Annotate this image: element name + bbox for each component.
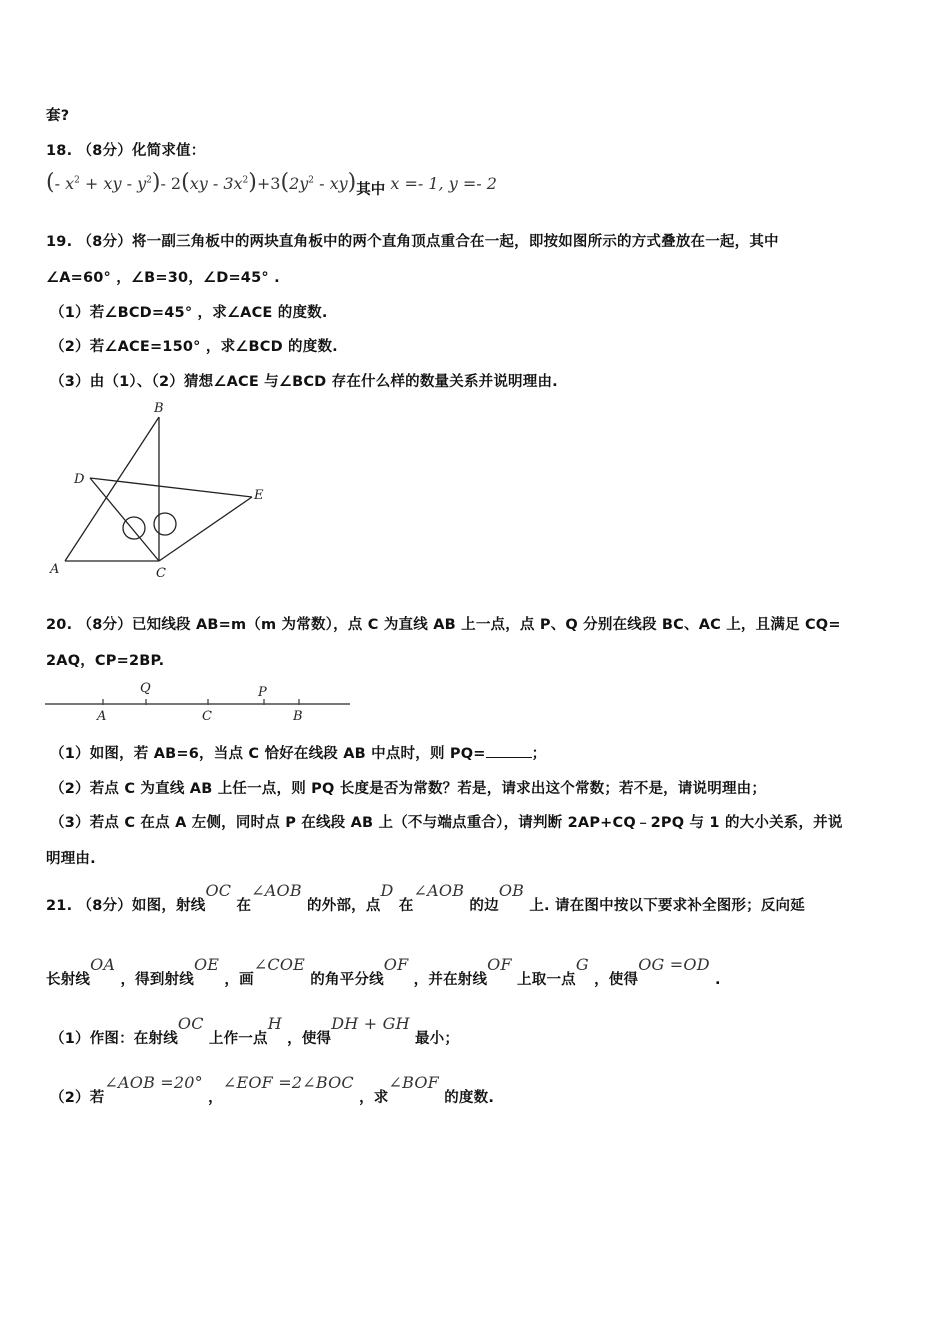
formula-term: + xy - y — [79, 174, 147, 193]
text: ，画 — [224, 972, 254, 988]
text: 上取一点 — [517, 972, 576, 988]
label-a: A — [97, 709, 107, 724]
text: （2）若 — [50, 1090, 105, 1106]
math-angle-aob: ∠AOB — [251, 881, 302, 900]
math-ob: OB — [498, 881, 525, 900]
label-b: B — [154, 401, 164, 416]
text: ，并在射线 — [413, 972, 488, 988]
text: ，得到射线 — [120, 972, 194, 988]
text: ，使得 — [594, 972, 639, 988]
q20-sub1-text: （1）如图，若 AB=6，当点 C 恰好在线段 AB 中点时，则 PQ= — [50, 746, 486, 762]
text: 的角平分线 — [310, 972, 384, 988]
formula-exp: 2 — [146, 175, 152, 186]
text: . — [715, 972, 721, 988]
math-oc: OC — [177, 1014, 204, 1033]
q20-line1: 20. （8分）已知线段 AB=m（m 为常数），点 C 为直线 AB 上一点，点 P、Q 分别在线段 BC、AC 上，且满足 CQ= — [46, 617, 841, 633]
q19-sub1: （1）若∠BCD=45° ，求∠ACE 的度数. — [50, 305, 328, 321]
math-angle-bof: ∠BOF — [388, 1073, 439, 1092]
q19-line2: ∠A=60° ，∠B=30，∠D=45° . — [46, 270, 280, 286]
q20-sub1-end: ； — [531, 746, 547, 762]
q20-line2: 2AQ，CP=2BP. — [46, 653, 165, 669]
text: 21. （8分）如图，射线 — [46, 898, 206, 914]
label-b: B — [293, 709, 303, 724]
answer-blank[interactable] — [486, 745, 532, 758]
math-g: G — [575, 955, 589, 974]
text: 最小； — [414, 1031, 460, 1047]
label-a: A — [50, 562, 60, 577]
formula-exp: 2 — [242, 175, 249, 186]
text: 长射线 — [46, 972, 91, 988]
math-angle-aob-eq: ∠AOB =20° — [104, 1073, 203, 1092]
math-of: OF — [487, 955, 512, 974]
math-angle-eof-eq: ∠EOF =2∠BOC — [222, 1073, 354, 1092]
math-oa: OA — [90, 955, 116, 974]
label-c: C — [156, 566, 166, 581]
carry-over-text: 套? — [46, 108, 70, 124]
q18-formula: (- $x^2$ + xy - $y^2)-$ $2(xy - 3x^2)+3(2y^2 - xy)$其中 x =- 1, y =- 2 — [46, 170, 497, 198]
q19-triangle-figure — [40, 395, 290, 585]
math-dh-plus-gh: DH + GH — [331, 1014, 410, 1033]
formula-exp: 2 — [308, 175, 315, 186]
formula-term: - 2 — [160, 174, 182, 193]
math-oc: OC — [205, 881, 232, 900]
math-angle-coe: ∠COE — [253, 955, 306, 974]
text: 的度数. — [444, 1090, 495, 1106]
formula-term: - xy — [314, 174, 348, 193]
condition-values: x =- 1, y =- 2 — [390, 174, 497, 193]
math-h: H — [267, 1014, 282, 1033]
q18-header: 18. （8分）化简求值： — [46, 143, 206, 159]
formula-term: 2y — [289, 174, 309, 193]
label-q: Q — [140, 681, 151, 696]
q20-sub3-line2: 明理由. — [46, 851, 96, 867]
formula-term: +3 — [256, 174, 281, 193]
text: 在 — [236, 898, 252, 914]
math-of: OF — [383, 955, 409, 974]
math-oe: OE — [193, 955, 220, 974]
q20-sub3-line1: （3）若点 C 在点 A 左侧，同时点 P 在线段 AB 上（不与端点重合），请判断 2AP+CQ﹣2PQ 与 1 的大小关系，并说 — [50, 815, 843, 831]
math-angle-aob: ∠AOB — [413, 881, 465, 900]
formula-term: - x — [54, 174, 75, 193]
text: 的外部，点 — [307, 898, 381, 914]
q20-sub1 — [50, 742, 546, 763]
condition-label: 其中 — [356, 182, 386, 198]
label-c: C — [202, 709, 212, 724]
math-d: D — [380, 881, 394, 900]
text: ， — [208, 1090, 223, 1106]
q20-number-line-figure — [40, 672, 370, 730]
q20-sub2: （2）若点 C 为直线 AB 上任一点，则 PQ 长度是否为常数？若是，请求出这个常数；若不是，请说明理由； — [50, 781, 767, 797]
text: ，求 — [359, 1090, 389, 1106]
q21-line1 — [46, 881, 805, 915]
formula-term: xy - 3x — [189, 174, 243, 193]
label-d: D — [74, 472, 85, 487]
math-og-eq-od: OG =OD — [638, 955, 710, 974]
text: 在 — [398, 898, 414, 914]
q21-sub2 — [50, 1073, 495, 1107]
formula-exp: 2 — [74, 175, 80, 186]
q21-line2 — [46, 955, 721, 989]
label-p: P — [258, 685, 267, 700]
text: 上作一点 — [208, 1031, 268, 1047]
q19-sub2: （2）若∠ACE=150° ，求∠BCD 的度数. — [50, 339, 338, 355]
text: 上. 请在图中按以下要求补全图形；反向延 — [529, 898, 805, 914]
text: ，使得 — [287, 1031, 332, 1047]
q21-sub1 — [50, 1014, 460, 1048]
q19-sub3: （3）由（1）、（2）猜想∠ACE 与∠BCD 存在什么样的数量关系并说明理由. — [50, 374, 558, 390]
text: 的边 — [469, 898, 499, 914]
q19-line1: 19. （8分）将一副三角板中的两块直角板中的两个直角顶点重合在一起，即按如图所示的方式叠放在一起，其中 — [46, 234, 779, 250]
text: （1）作图：在射线 — [50, 1031, 178, 1047]
label-e: E — [254, 488, 264, 503]
